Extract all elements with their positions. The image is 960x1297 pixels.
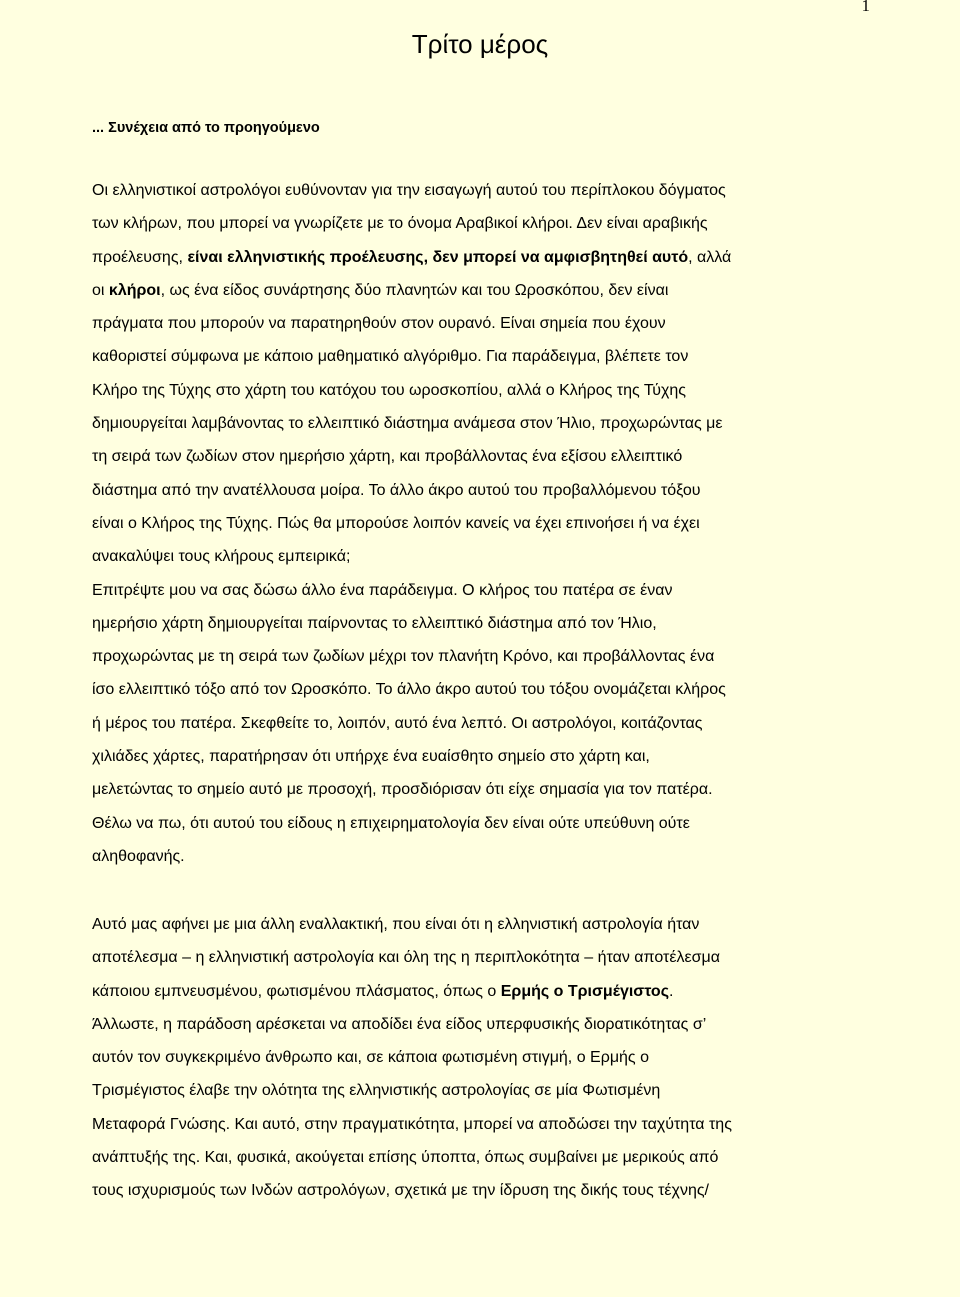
text-run: , ως ένα είδος συνάρτησης δύο πλανητών και του Ωροσκόπου, δεν είναι <box>160 281 669 299</box>
text-run: Επιτρέψτε μου να σας δώσω άλλο ένα παράδειγμα. Ο κλήρος του πατέρα σε έναν <box>92 581 673 599</box>
text-line <box>92 640 731 673</box>
text-line <box>92 1008 732 1041</box>
page-number: 1 <box>861 0 870 15</box>
text-run: Θέλω να πω, ότι αυτού του είδους η επιχειρηματολογία δεν είναι ούτε υπεύθυνη ούτε <box>92 814 690 832</box>
text-run: Κλήρο της Τύχης στο χάρτη του κατόχου του ωροσκοπίου, αλλά ο Κλήρος της Τύχης <box>92 381 687 399</box>
page-title: Τρίτο μέρος <box>411 29 549 59</box>
text-line <box>92 707 731 740</box>
text-line <box>92 207 731 240</box>
text-line <box>92 773 731 806</box>
text-line <box>92 1174 732 1207</box>
text-run: πράγματα που μπορούν να παρατηρηθούν στον ουρανό. Είναι σημεία που έχουν <box>92 315 666 333</box>
text-line <box>92 807 731 840</box>
text-line <box>92 840 731 873</box>
text-line <box>92 174 731 207</box>
text-run: . <box>669 982 674 1000</box>
text-line <box>92 673 731 706</box>
text-line <box>92 1141 732 1174</box>
text-line <box>92 407 731 440</box>
text-run: αυτόν τον συγκεκριμένο άνθρωπο και, σε κάποια φωτισμένη στιγμή, ο Ερμής ο <box>92 1049 649 1067</box>
text-run: οι <box>92 281 109 299</box>
text-line <box>92 975 732 1008</box>
text-line <box>92 241 731 274</box>
text-line <box>92 307 731 340</box>
bold-text: Ερμής ο Τρισμέγιστος <box>500 982 670 1000</box>
text-line <box>92 574 731 607</box>
text-run: προέλευσης, <box>92 248 188 266</box>
text-run: προχωρώντας με τη σειρά των ζωδίων μέχρι τον πλανήτη Κρόνο, και προβάλλοντας ένα <box>92 648 715 666</box>
text-run: κάποιου εμπνευσμένου, φωτισμένου πλάσματος, όπως ο <box>92 982 501 1000</box>
text-run: ή μέρος του πατέρα. Σκεφθείτε το, λοιπόν, αυτό ένα λεπτό. Οι αστρολόγοι, κοιτάζοντας <box>92 714 703 732</box>
text-run: αληθοφανής. <box>92 847 185 865</box>
text-run: Τρισμέγιστος έλαβε την ολότητα της ελληνιστικής αστρολογίας σε μία Φωτισμένη <box>92 1082 661 1100</box>
text-run: χιλιάδες χάρτες, παρατήρησαν ότι υπήρχε ένα ευαίσθητο σημείο στο χάρτη και, <box>92 748 650 766</box>
text-run: διάστημα από την ανατέλλουσα μοίρα. Το άλλο άκρο αυτού του προβαλλόμενου τόξου <box>92 481 701 499</box>
text-run: των κλήρων, που μπορεί να γνωρίζετε με το όνομα Αραβικοί κλήροι. Δεν είναι αραβικής <box>92 215 708 233</box>
text-run: Άλλωστε, η παράδοση αρέσκεται να αποδίδει ένα είδος υπερφυσικής διορατικότητας σ’ <box>92 1015 707 1033</box>
paragraph-1 <box>92 174 731 873</box>
text-line <box>92 1041 732 1074</box>
bold-text: κλήροι <box>108 281 161 299</box>
text-run: Οι ελληνιστικοί αστρολόγοι ευθύνονταν για την εισαγωγή αυτού του περίπλοκου δόγματος <box>92 182 726 199</box>
text-line <box>92 440 731 473</box>
text-run: είναι ο Κλήρος της Τύχης. Πώς θα μπορούσε λοιπόν κανείς να έχει επινοήσει ή να έχει <box>92 514 700 532</box>
text-line <box>92 474 731 507</box>
text-run: , αλλά <box>688 248 732 266</box>
text-run: ίσο ελλειπτικό τόξο από τον Ωροσκόπο. Το άλλο άκρο αυτού του τόξου ονομάζεται κλήρος <box>92 681 726 699</box>
text-run: ημερήσιο χάρτη δημιουργείται παίρνοντας το ελλειπτικό διάστημα από τον Ήλιο, <box>92 614 657 632</box>
text-run: τους ισχυρισμούς των Ινδών αστρολόγων, σχετικά με την ίδρυση της δικής τους τέχνης/ <box>92 1182 709 1200</box>
text-line <box>92 274 731 307</box>
text-run: αποτέλεσμα – η ελληνιστική αστρολογία και όλη της η περιπλοκότητα – ήταν αποτέλεσμα <box>92 949 720 967</box>
continuation-note: ... Συνέχεια από το προηγούμενο <box>92 120 320 136</box>
text-run: τη σειρά των ζωδίων στον ημερήσιο χάρτη, και προβάλλοντας ένα εξίσου ελλειπτικό <box>92 448 683 466</box>
text-run: Αυτό μας αφήνει με μια άλλη εναλλακτική, που είναι ότι η ελληνιστική αστρολογία ήταν <box>92 916 700 933</box>
bold-text: είναι ελληνιστικής προέλευσης, δεν μπορεί να αμφισβητηθεί αυτό <box>187 248 689 266</box>
text-run: δημιουργείται λαμβάνοντας το ελλειπτικό διάστημα ανάμεσα στον Ήλιο, προχωρώντας με <box>92 415 723 433</box>
text-run: ανάπτυξής της. Και, φυσικά, ακούγεται επίσης ύποπτα, όπως συμβαίνει με μερικούς από <box>92 1149 719 1167</box>
text-line <box>92 507 731 540</box>
text-line <box>92 374 731 407</box>
text-run: καθοριστεί σύμφωνα με κάποιο μαθηματικό αλγόριθμο. Για παράδειγμα, βλέπετε τον <box>92 348 689 366</box>
paragraph-2 <box>92 908 732 1208</box>
text-line <box>92 1108 732 1141</box>
text-line <box>92 607 731 640</box>
text-line <box>92 740 731 773</box>
text-run: ανακαλύψει τους κλήρους εμπειρικά; <box>92 548 351 566</box>
text-line <box>92 941 732 974</box>
text-line <box>92 908 732 941</box>
text-run: μελετώντας το σημείο αυτό με προσοχή, προσδιόρισαν ότι είχε σημασία για τον πατέρα. <box>92 781 713 799</box>
text-line <box>92 540 731 573</box>
text-run: Μεταφορά Γνώσης. Και αυτό, στην πραγματικότητα, μπορεί να αποδώσει την ταχύτητα της <box>92 1115 732 1133</box>
text-line <box>92 340 731 373</box>
text-line <box>92 1074 732 1107</box>
